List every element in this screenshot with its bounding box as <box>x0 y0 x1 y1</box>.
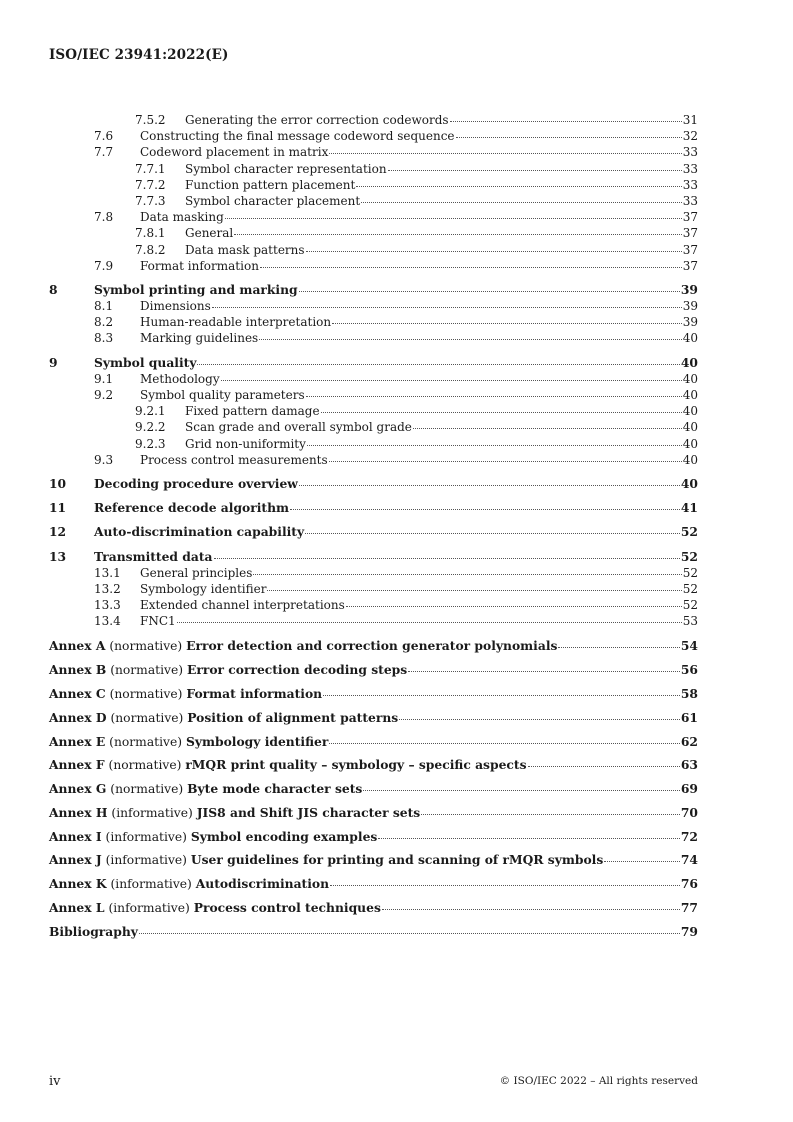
toc-entry[interactable] <box>49 613 698 629</box>
toc-entry-page: 40 <box>682 452 698 467</box>
annex-label: Annex E <box>49 733 106 749</box>
toc-dot-leader <box>346 605 682 607</box>
toc-entry[interactable] <box>49 524 698 540</box>
toc-annex-entry[interactable] <box>49 734 698 750</box>
toc-entry-title: Reference decode algorithm <box>94 500 290 516</box>
toc-entry-page: 40 <box>682 436 698 451</box>
toc-entry[interactable] <box>49 387 698 403</box>
toc-dot-leader <box>177 621 682 623</box>
toc-entry-page: 40 <box>682 371 698 386</box>
toc-entry-title: Grid non-uniformity <box>185 436 306 451</box>
toc-entry[interactable] <box>49 242 698 258</box>
toc-annex-heading <box>49 710 398 726</box>
annex-title: Error correction decoding steps <box>187 662 408 678</box>
toc-dot-leader <box>323 694 680 696</box>
toc-entry-page: 41 <box>680 500 698 516</box>
toc-dot-leader <box>399 718 680 720</box>
toc-dot-leader <box>329 152 681 154</box>
toc-entry-page: 39 <box>682 315 698 330</box>
toc-entry-number: 10 <box>49 475 67 491</box>
annex-type: (normative) <box>109 639 183 654</box>
toc-entry-title: Human-readable interpretation <box>140 315 332 330</box>
toc-annex-entry[interactable] <box>49 686 698 702</box>
toc-entry[interactable] <box>49 282 698 298</box>
annex-label: Annex K <box>49 876 107 892</box>
toc-entry-page: 61 <box>680 709 698 725</box>
toc-entry-page: 39 <box>682 299 698 314</box>
toc-dot-leader <box>212 306 682 308</box>
toc-entry-page: 52 <box>680 524 698 540</box>
toc-annex-entry[interactable] <box>49 852 698 868</box>
annex-title: Error detection and correction generator polynomials <box>186 638 558 654</box>
toc-dot-leader <box>299 484 680 486</box>
annex-type: (informative) <box>111 805 193 820</box>
toc-entry-number: 13.4 <box>94 614 121 629</box>
toc-entry-number: 8 <box>49 281 58 297</box>
toc-dot-leader <box>329 460 682 462</box>
toc-entry-number: 8.3 <box>94 331 114 346</box>
toc-annex-heading <box>49 757 527 773</box>
toc-annex-heading <box>49 829 377 845</box>
toc-entry-page: 40 <box>682 420 698 435</box>
toc-entry[interactable] <box>49 298 698 314</box>
toc-dot-leader <box>139 932 680 934</box>
toc-dot-leader <box>260 266 682 268</box>
annex-title: Process control techniques <box>193 900 381 916</box>
toc-entry-page: 33 <box>682 177 698 192</box>
toc-entry[interactable] <box>49 225 698 241</box>
annex-label: Annex I <box>49 828 102 844</box>
toc-annex-entry[interactable] <box>49 829 698 845</box>
toc-annex-entry[interactable] <box>49 876 698 892</box>
toc-annex-heading <box>49 734 328 750</box>
annex-type: (normative) <box>109 734 183 749</box>
toc-entry-title: Codeword placement in matrix <box>140 145 329 160</box>
toc-dot-leader <box>421 813 680 815</box>
toc-dot-leader <box>361 201 682 203</box>
bibliography-title: Bibliography <box>49 923 138 939</box>
toc-dot-leader <box>456 136 682 138</box>
toc-entry-title: General <box>185 226 234 241</box>
toc-entry-number: 7.7.3 <box>135 193 166 208</box>
toc-entry[interactable] <box>49 314 698 330</box>
copyright-notice: © ISO/IEC 2022 – All rights reserved <box>499 1075 698 1087</box>
toc-entry-number: 7.7.1 <box>135 161 166 176</box>
toc-dot-leader <box>290 508 680 510</box>
toc-entry-number: 13.2 <box>94 581 121 596</box>
toc-entry-number: 7.5.2 <box>135 113 166 127</box>
annex-label: Annex L <box>49 900 105 916</box>
toc-entry-page: 58 <box>680 686 698 701</box>
toc-entry-page: 79 <box>680 923 698 939</box>
toc-entry-page: 69 <box>680 781 698 797</box>
annex-title: Symbol encoding examples <box>190 828 378 844</box>
toc-entry-page: 63 <box>680 757 698 773</box>
toc-entry-page: 33 <box>682 161 698 176</box>
toc-entry-title: Constructing the final message codeword sequence <box>140 129 455 144</box>
toc-entry-page: 72 <box>680 828 698 844</box>
toc-entry-number: 9 <box>49 354 58 370</box>
annex-label: Annex D <box>49 709 107 725</box>
toc-entry-number: 9.1 <box>94 371 114 386</box>
toc-entry-number: 8.2 <box>94 315 114 330</box>
toc-entry-page: 77 <box>680 900 698 916</box>
toc-entry[interactable] <box>49 549 698 565</box>
toc-dot-leader <box>363 789 680 791</box>
toc-entry-page: 76 <box>680 876 698 892</box>
annex-type: (informative) <box>105 829 187 844</box>
annex-type: (informative) <box>108 901 190 916</box>
toc-annex-entry[interactable] <box>49 710 698 726</box>
toc-dot-leader <box>306 250 682 252</box>
annex-title: Format information <box>186 686 323 701</box>
toc-entry-title: Decoding procedure overview <box>94 475 298 491</box>
toc-dot-leader <box>197 363 679 365</box>
toc-entry-title: Format information <box>140 258 259 273</box>
toc-entry[interactable] <box>49 581 698 597</box>
toc-entry-number: 13.3 <box>94 598 121 613</box>
toc-entry-page: 32 <box>682 129 698 144</box>
toc-annex-entry[interactable] <box>49 662 698 678</box>
toc-entry-title: Data mask patterns <box>185 242 305 257</box>
toc-entry[interactable] <box>49 258 698 274</box>
annex-type: (normative) <box>110 710 184 725</box>
page-number: iv <box>49 1074 61 1089</box>
toc-entry-title: Symbol quality <box>94 354 197 370</box>
toc-dot-leader <box>378 837 680 839</box>
toc-entry-title: Transmitted data <box>94 548 213 564</box>
toc-annex-heading <box>49 852 603 868</box>
toc-entry-title: Symbology identifier <box>140 581 267 596</box>
toc-dot-leader <box>267 589 681 591</box>
toc-entry-number: 9.2 <box>94 388 114 402</box>
toc-dot-leader <box>332 322 682 324</box>
toc-entry[interactable] <box>49 597 698 613</box>
toc-entry-page: 37 <box>682 242 698 257</box>
annex-title: rMQR print quality – symbology – specific aspects <box>185 757 527 773</box>
toc-entry-page: 56 <box>680 662 698 678</box>
toc-dot-leader <box>234 233 681 235</box>
toc-annex-heading <box>49 781 362 797</box>
toc-entry-page: 37 <box>682 210 698 225</box>
toc-entry-page: 31 <box>682 113 698 127</box>
annex-label: Annex F <box>49 757 105 773</box>
toc-entry[interactable] <box>49 452 698 468</box>
toc-entry-number: 13 <box>49 548 67 564</box>
toc-entry[interactable] <box>49 112 698 128</box>
toc-entry-page: 74 <box>680 852 698 868</box>
toc-dot-leader <box>329 742 680 744</box>
toc-entry-page: 52 <box>682 581 698 596</box>
toc-entry-number: 7.9 <box>94 258 114 273</box>
toc-dot-leader <box>214 557 680 559</box>
toc-bibliography-entry[interactable] <box>49 924 698 940</box>
toc-dot-leader <box>307 444 682 446</box>
annex-title: User guidelines for printing and scanning of rMQR symbols <box>190 852 604 868</box>
toc-entry[interactable] <box>49 476 698 492</box>
annex-type: (normative) <box>109 687 183 701</box>
annex-title: Autodiscrimination <box>195 876 330 892</box>
annex-title: Symbology identifier <box>185 733 329 749</box>
toc-annex-entry[interactable] <box>49 805 698 821</box>
toc-entry[interactable] <box>49 177 698 193</box>
toc-entry-title: Generating the error correction codewords <box>185 113 449 127</box>
toc-entry-number: 13.1 <box>94 565 121 580</box>
toc-entry-title: Auto-discrimination capability <box>94 524 305 540</box>
annex-type: (normative) <box>110 782 184 797</box>
table-of-contents <box>49 112 698 940</box>
toc-entry-number: 7.8.1 <box>135 226 166 241</box>
toc-annex-entry[interactable] <box>49 900 698 916</box>
toc-entry-page: 52 <box>680 548 698 564</box>
annex-title: Position of alignment patterns <box>187 709 399 725</box>
toc-entry-title: Extended channel interpretations <box>140 598 345 613</box>
toc-entry-title: Fixed pattern damage <box>185 404 320 419</box>
toc-entry-title: Symbol printing and marking <box>94 281 298 297</box>
annex-label: Annex H <box>49 804 108 820</box>
toc-entry-page: 52 <box>682 565 698 580</box>
toc-entry-page: 33 <box>682 145 698 160</box>
toc-entry-page: 54 <box>680 638 698 654</box>
toc-entry-page: 33 <box>682 193 698 208</box>
toc-entry[interactable] <box>49 128 698 144</box>
toc-entry-title: Process control measurements <box>140 452 328 467</box>
toc-entry-page: 37 <box>682 258 698 273</box>
toc-entry-page: 40 <box>680 475 698 491</box>
toc-entry[interactable] <box>49 565 698 581</box>
toc-entry-number: 7.7.2 <box>135 177 166 192</box>
annex-title: Byte mode character sets <box>187 781 363 797</box>
annex-type: (normative) <box>108 758 182 773</box>
toc-annex-entry[interactable] <box>49 638 698 654</box>
toc-annex-heading <box>49 900 381 916</box>
toc-dot-leader <box>253 573 681 575</box>
toc-dot-leader <box>356 185 681 187</box>
toc-entry-title: Symbol character representation <box>185 161 387 176</box>
toc-entry-number: 7.8 <box>94 210 114 225</box>
toc-entry-number: 7.8.2 <box>135 242 166 257</box>
toc-entry-page: 70 <box>680 804 698 820</box>
toc-annex-heading <box>49 876 329 892</box>
toc-entry[interactable] <box>49 144 698 160</box>
annex-label: Annex A <box>49 638 106 654</box>
toc-dot-leader <box>305 532 680 534</box>
toc-dot-leader <box>382 908 680 910</box>
toc-entry[interactable] <box>49 193 698 209</box>
toc-entry-page: 40 <box>680 354 698 370</box>
toc-entry-page: 40 <box>682 404 698 419</box>
toc-annex-entry[interactable] <box>49 781 698 797</box>
document-id-header: ISO/IEC 23941:2022(E) <box>49 47 229 63</box>
toc-annex-heading <box>49 662 407 678</box>
toc-entry[interactable] <box>49 371 698 387</box>
toc-entry-page: 37 <box>682 226 698 241</box>
toc-entry-title: Scan grade and overall symbol grade <box>185 420 412 435</box>
toc-dot-leader <box>604 860 680 862</box>
toc-entry-title: Data masking <box>140 210 224 225</box>
toc-entry-title: General principles <box>140 565 253 580</box>
toc-entry[interactable] <box>49 355 698 371</box>
toc-dot-leader <box>321 411 682 413</box>
toc-annex-entry[interactable] <box>49 757 698 773</box>
toc-entry[interactable] <box>49 419 698 435</box>
annex-label: Annex B <box>49 662 107 678</box>
toc-entry[interactable] <box>49 403 698 419</box>
toc-entry-number: 11 <box>49 500 67 516</box>
toc-dot-leader <box>225 217 682 219</box>
annex-type: (informative) <box>105 853 187 868</box>
annex-type: (informative) <box>110 877 192 892</box>
toc-dot-leader <box>299 290 680 292</box>
toc-entry-number: 8.1 <box>94 299 114 314</box>
toc-entry-page: 39 <box>680 281 698 297</box>
toc-dot-leader <box>259 338 682 340</box>
toc-dot-leader <box>450 120 682 122</box>
toc-entry-page: 40 <box>682 388 698 402</box>
toc-entry-number: 9.2.1 <box>135 404 166 419</box>
toc-entry-page: 62 <box>680 733 698 749</box>
annex-label: Annex G <box>49 781 107 797</box>
toc-dot-leader <box>221 379 682 381</box>
toc-entry-title: Symbol quality parameters <box>140 388 305 402</box>
toc-entry-number: 9.2.2 <box>135 420 166 435</box>
toc-entry-title: Dimensions <box>140 299 211 314</box>
toc-entry-title: FNC1 <box>140 614 176 629</box>
toc-dot-leader <box>528 765 680 767</box>
toc-entry-number: 7.7 <box>94 145 114 160</box>
annex-label: Annex C <box>49 686 106 701</box>
toc-entry-number: 9.3 <box>94 452 114 467</box>
toc-entry-number: 12 <box>49 524 67 540</box>
toc-entry-title: Symbol character placement <box>185 193 361 208</box>
toc-dot-leader <box>306 395 682 397</box>
toc-entry-title: Function pattern placement <box>185 177 356 192</box>
toc-dot-leader <box>330 884 680 886</box>
toc-entry[interactable] <box>49 436 698 452</box>
annex-type: (normative) <box>110 663 184 678</box>
toc-entry-number: 7.6 <box>94 129 114 144</box>
annex-label: Annex J <box>49 852 102 868</box>
toc-entry-title: Methodology <box>140 371 220 386</box>
toc-dot-leader <box>558 646 679 648</box>
toc-dot-leader <box>413 427 682 429</box>
annex-title: JIS8 and Shift JIS character sets <box>196 804 421 820</box>
toc-entry[interactable] <box>49 500 698 516</box>
toc-entry-page: 52 <box>682 598 698 613</box>
toc-entry-page: 40 <box>682 331 698 346</box>
toc-annex-heading <box>49 686 322 702</box>
toc-entry-number: 9.2.3 <box>135 436 166 451</box>
toc-entry[interactable] <box>49 209 698 225</box>
toc-entry-title: Marking guidelines <box>140 331 259 346</box>
toc-annex-heading <box>49 638 557 654</box>
toc-entry[interactable] <box>49 161 698 177</box>
toc-annex-heading <box>49 805 420 821</box>
toc-dot-leader <box>408 670 680 672</box>
toc-entry[interactable] <box>49 330 698 346</box>
toc-entry-page: 53 <box>682 614 698 629</box>
toc-dot-leader <box>388 169 682 171</box>
